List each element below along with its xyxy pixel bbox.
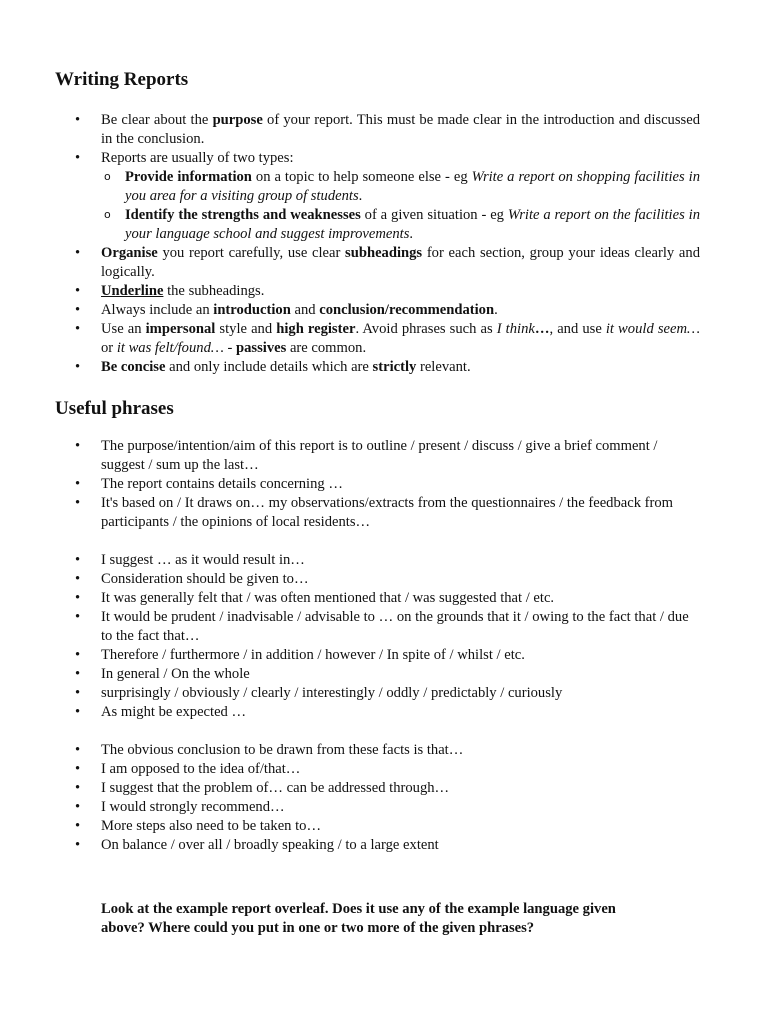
list-item: • In general / On the whole [55,665,700,684]
heading-writing-reports: Writing Reports [55,69,189,90]
list-item: • I suggest that the problem of… can be addressed through… [55,779,700,798]
report-types-sublist [101,168,700,244]
list-item: • Always include an introduction and conclusion/recommendation. [55,301,700,320]
list-item: • It was generally felt that / was often mentioned that / was suggested that / etc. [55,589,700,608]
writing-reports-list [55,111,700,377]
useful-phrases-list [55,437,700,855]
sub-list-item: o Identify the strengths and weaknesses of a given situation - eg Write a report on the facilities in your language school and suggest improvements. [101,206,700,244]
list-item: • The report contains details concerning … [55,475,700,494]
list-item: • I would strongly recommend… [55,798,700,817]
list-item: • It's based on / It draws on… my observations/extracts from the questionnaires / the feedback from participants / the opinions of local residents… [55,494,700,532]
list-item: • On balance / over all / broadly speaking / to a large extent [55,836,700,855]
list-item: • Underline the subheadings. [55,282,700,301]
list-item: • Consideration should be given to… [55,570,700,589]
list-item: • It would be prudent / inadvisable / advisable to … on the grounds that it / owing to the fact that / due to the fact that… [55,608,700,646]
list-item: • Be concise and only include details which are strictly relevant. [55,358,700,377]
list-item: • Be clear about the purpose of your report. This must be made clear in the introduction and discussed in the conclusion. [55,111,700,149]
sub-list-item: o Provide information on a topic to help someone else - eg Write a report on shopping facilities in you area for a visiting group of students. [101,168,700,206]
list-item: • As might be expected … [55,703,700,722]
list-item: • Use an impersonal style and high register. Avoid phrases such as I think…, and use it would seem… or it was felt/found… - passives are common. [55,320,700,358]
list-item: • The obvious conclusion to be drawn from these facts is that… [55,741,700,760]
closing-instruction: Look at the example report overleaf. Does it use any of the example language given above? Where could you put in one or two more of the given phrases? [101,901,616,936]
list-item: • More steps also need to be taken to… [55,817,700,836]
list-item: • I am opposed to the idea of/that… [55,760,700,779]
list-item: • Reports are usually of two types: o Provide information on a topic to help someone else - eg Write a report on shopping facilities in you area for a visiting group of students. o Identify the strengths and weaknesses of a given situation - eg Write a report on the facilities in your language school and suggest improvements. [55,149,700,244]
list-item: • I suggest … as it would result in… [55,551,700,570]
list-item: • surprisingly / obviously / clearly / interestingly / oddly / predictably / curiously [55,684,700,703]
heading-useful-phrases: Useful phrases [55,398,174,419]
list-item: • Therefore / furthermore / in addition / however / In spite of / whilst / etc. [55,646,700,665]
list-item: • Organise you report carefully, use clear subheadings for each section, group your ideas clearly and logically. [55,244,700,282]
list-item: • The purpose/intention/aim of this report is to outline / present / discuss / give a brief comment / suggest / sum up the last… [55,437,700,475]
